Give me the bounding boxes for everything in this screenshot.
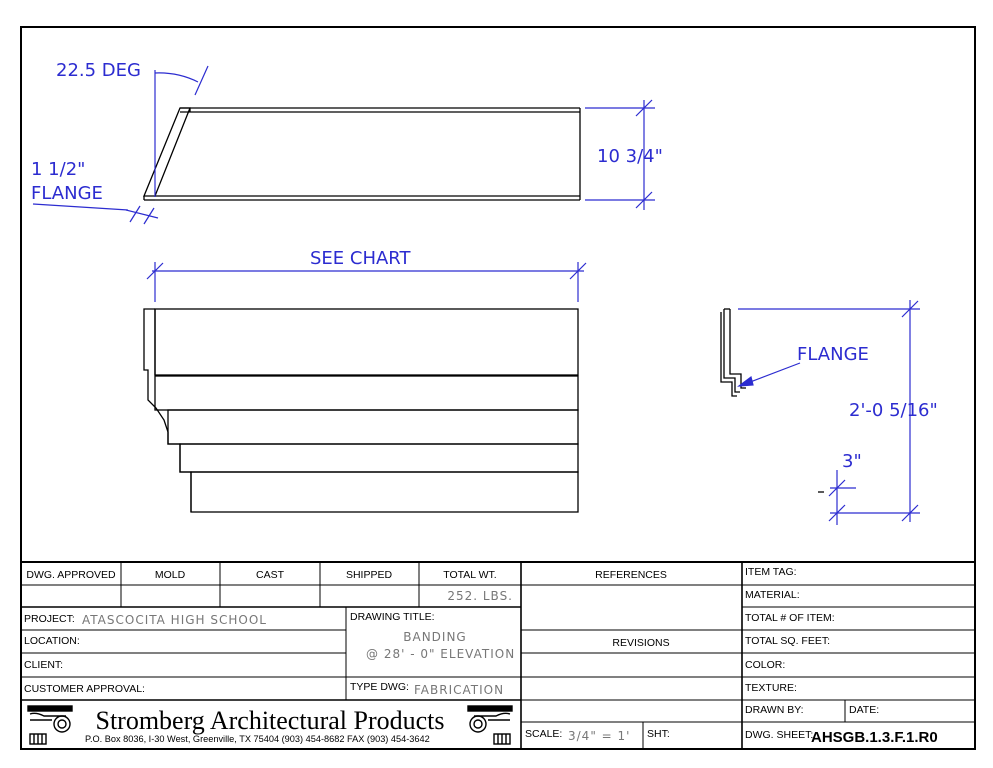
header-mold: MOLD: [154, 569, 186, 581]
angle-label: 22.5 DEG: [56, 60, 141, 81]
header-references: REFERENCES: [595, 569, 667, 581]
scale-label: SCALE:: [525, 728, 563, 740]
top-view: [144, 108, 580, 200]
sht-label: SHT:: [647, 728, 670, 740]
type-dwg-label: TYPE DWG:: [350, 681, 409, 693]
drawing-title-line1: BANDING: [403, 630, 467, 644]
flange-dimension: [33, 204, 158, 224]
section-profile: [721, 309, 824, 492]
dwg-sheet-value: AHSGB.1.3.F.1.R0: [811, 729, 938, 746]
height-label: 10 3/4": [597, 146, 663, 167]
header-dwg-approved: DWG. APPROVED: [26, 569, 116, 581]
profile-flange-label: FLANGE: [797, 344, 869, 365]
flange-size-label: 1 1/2": [31, 159, 86, 180]
scale-value: 3/4" = 1': [568, 729, 631, 743]
profile-depth-label: 3": [842, 451, 862, 472]
column-capital-logo-left: [28, 706, 72, 744]
column-capital-logo-right: [468, 706, 512, 744]
date-label: DATE:: [849, 704, 880, 716]
color-label: COLOR:: [745, 659, 786, 671]
item-tag-label: ITEM TAG:: [745, 566, 797, 578]
drawn-by-label: DRAWN BY:: [745, 704, 804, 716]
company-address: P.O. Box 8036, I-30 West, Greenville, TX 75404 (903) 454-8682 FAX (903) 454-3642: [85, 734, 430, 744]
project-label: PROJECT:: [24, 613, 75, 625]
type-dwg-value: FABRICATION: [414, 683, 505, 697]
revisions-label: REVISIONS: [612, 637, 670, 649]
project-value: ATASCOCITA HIGH SCHOOL: [82, 613, 267, 627]
total-sq-feet-label: TOTAL SQ. FEET:: [745, 635, 830, 647]
header-shipped: SHIPPED: [345, 569, 393, 581]
flange-label: FLANGE: [31, 183, 103, 204]
header-total-wt: TOTAL WT.: [443, 569, 497, 581]
company-name: Stromberg Architectural Products: [95, 706, 445, 735]
location-label: LOCATION:: [24, 635, 80, 647]
sheet-border: [21, 27, 975, 749]
front-elevation: [144, 309, 578, 512]
total-items-label: TOTAL # OF ITEM:: [745, 612, 835, 624]
client-label: CLIENT:: [24, 659, 64, 671]
customer-approval-label: CUSTOMER APPROVAL:: [24, 683, 145, 695]
drawing-title-label: DRAWING TITLE:: [350, 611, 435, 623]
total-wt-value: 252. LBS.: [447, 589, 513, 603]
header-cast: CAST: [255, 569, 285, 581]
material-label: MATERIAL:: [745, 589, 800, 601]
texture-label: TEXTURE:: [745, 682, 797, 694]
drawing-title-line2: @ 28' - 0" ELEVATION: [366, 647, 516, 661]
dwg-sheet-label: DWG. SHEET:: [745, 729, 814, 741]
profile-height-label: 2'-0 5/16": [849, 400, 938, 421]
length-label: SEE CHART: [310, 248, 411, 269]
